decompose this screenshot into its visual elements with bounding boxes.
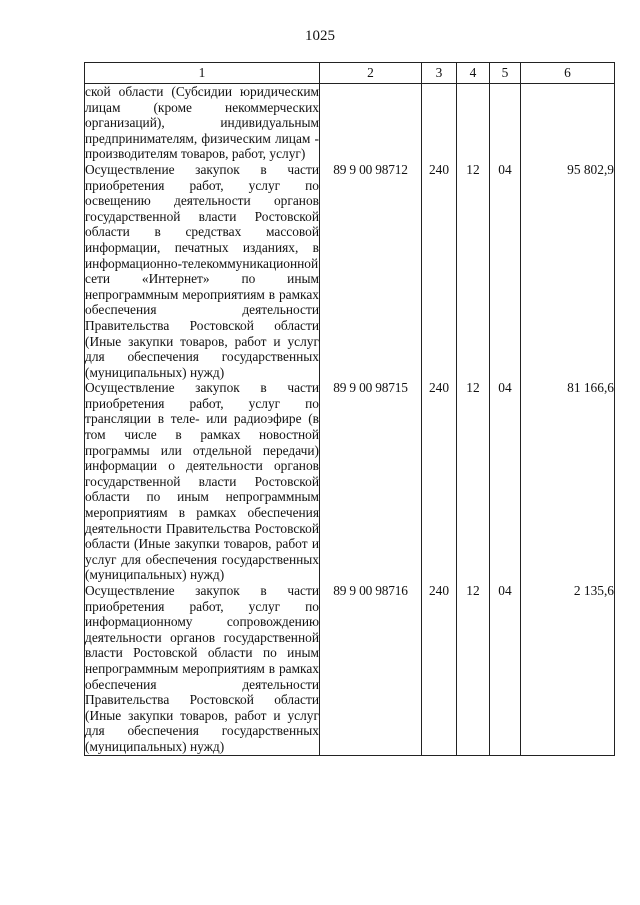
row-sum xyxy=(521,84,615,162)
header-col-2: 2 xyxy=(320,63,422,84)
row-code xyxy=(320,84,422,162)
table-row xyxy=(85,380,615,583)
row-vr: 240 xyxy=(422,162,457,380)
row-code: 89 9 00 98716 xyxy=(320,583,422,755)
row-code: 89 9 00 98712 xyxy=(320,162,422,380)
row-vr: 240 xyxy=(422,583,457,755)
row-rz: 12 xyxy=(457,162,490,380)
header-col-3: 3 xyxy=(422,63,457,84)
row-rz xyxy=(457,84,490,162)
row-pr: 04 xyxy=(490,380,521,583)
table-header xyxy=(85,63,615,84)
row-name: ской области (Субсидии юридическим лицам (кроме некоммерческих организаций), индивидуальным предпринимателям, физическим лицам - производителям товаров, работ, услуг) xyxy=(85,84,319,162)
budget-table xyxy=(84,62,615,756)
table-body xyxy=(85,84,615,756)
row-rz: 12 xyxy=(457,583,490,755)
row-pr: 04 xyxy=(490,583,521,755)
row-pr: 04 xyxy=(490,162,521,380)
table-row xyxy=(85,84,615,162)
row-vr xyxy=(422,84,457,162)
header-col-5: 5 xyxy=(490,63,521,84)
table-row xyxy=(85,162,615,380)
table-row xyxy=(85,583,615,755)
header-col-4: 4 xyxy=(457,63,490,84)
header-col-1: 1 xyxy=(85,63,320,84)
row-sum: 81 166,6 xyxy=(521,380,615,583)
row-pr xyxy=(490,84,521,162)
row-name: Осуществление закупок в части приобретения работ, услуг по информационному сопровождению деятельности органов государственной власти Ростовской области по иным непрограммным мероприятиям в рамках обеспечения деятельности Правительства Ростовской области (Иные закупки товаров, работ и услуг для обеспечения государственных (муниципальных) нужд) xyxy=(85,583,319,754)
row-sum: 95 802,9 xyxy=(521,162,615,380)
row-sum: 2 135,6 xyxy=(521,583,615,755)
row-name: Осуществление закупок в части приобретения работ, услуг по трансляции в теле- или радиоэфире (в том числе в рамках новостной программы или отдельной передачи) информации о деятельности органов государственной власти Ростовской области по иным непрограммным мероприятиям в рамках обеспечения деятельности Правительства Ростовской области (Иные закупки товаров, работ и услуг для обеспечения государственных (муниципальных) нужд) xyxy=(85,380,319,583)
row-name: Осуществление закупок в части приобретения работ, услуг по освещению деятельности органов государственной власти Ростовской области в средствах массовой информации, печатных изданиях, в информационно-телекоммуникационной сети «Интернет» по иным непрограммным мероприятиям в рамках обеспечения деятельности Правительства Ростовской области (Иные закупки товаров, работ и услуг для обеспечения государственных (муниципальных) нужд) xyxy=(85,161,319,380)
row-vr: 240 xyxy=(422,380,457,583)
page-number: 1025 xyxy=(305,28,335,44)
header-row xyxy=(85,63,615,84)
row-rz: 12 xyxy=(457,380,490,583)
row-code: 89 9 00 98715 xyxy=(320,380,422,583)
header-col-6: 6 xyxy=(521,63,615,84)
